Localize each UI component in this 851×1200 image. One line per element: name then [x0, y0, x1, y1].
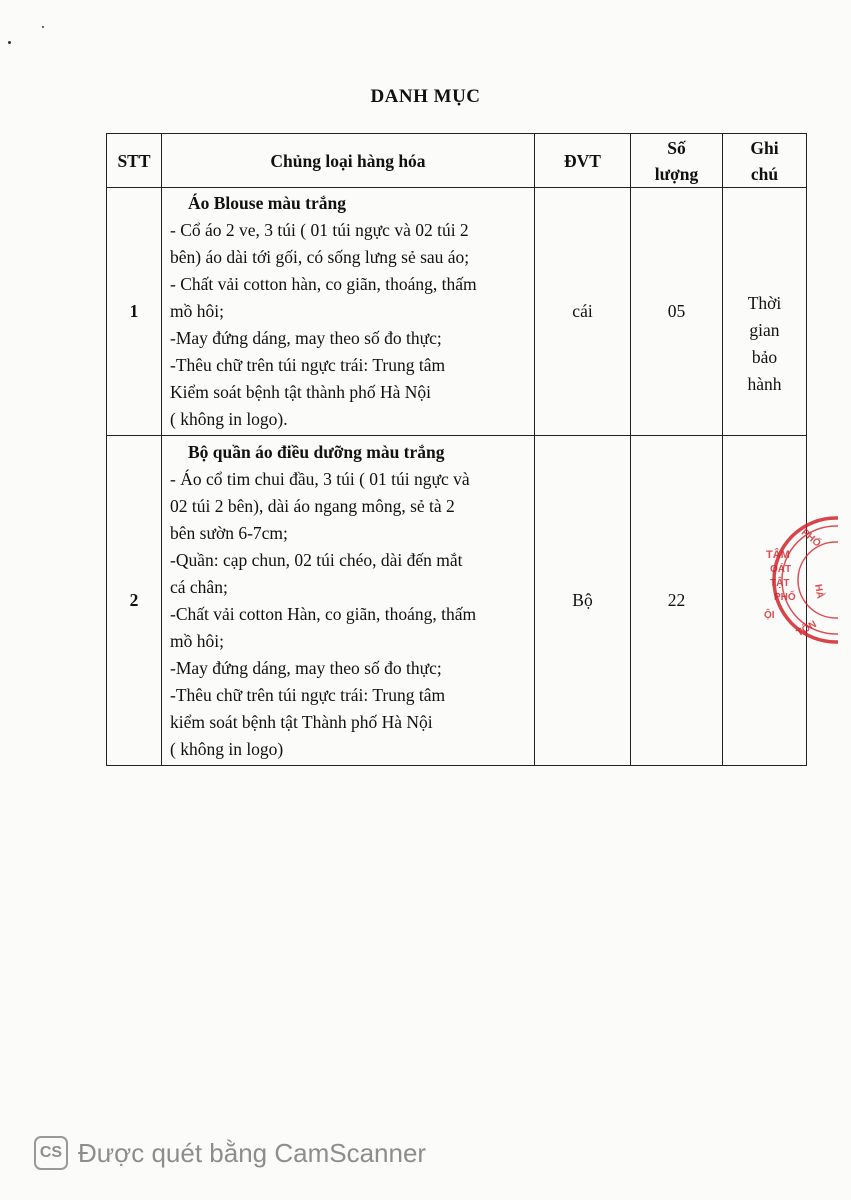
table-row [107, 188, 807, 436]
item-description [162, 188, 535, 436]
header-note [723, 134, 807, 188]
item-name: Bộ quần áo điều dưỡng màu trắng [188, 441, 445, 462]
svg-text:PHỐ: PHỐ [774, 592, 796, 603]
red-seal-stamp [752, 514, 838, 646]
svg-text:PHỐ: PHỐ [798, 527, 823, 550]
item-quantity: 22 [631, 436, 723, 766]
item-note [723, 188, 807, 436]
note-line: hành [747, 374, 782, 394]
description-line: - Áo cổ tim chui đầu, 3 túi ( 01 túi ngực và [170, 468, 470, 489]
description-line: - Chất vải cotton hàn, co giãn, thoáng, thấm [170, 274, 477, 294]
svg-text:TÔN: TÔN [794, 618, 819, 640]
description-line: -May đứng dáng, may theo số đo thực; [170, 328, 442, 348]
description-line: 02 túi 2 bên), dài áo ngang mông, sẻ tà 2 [170, 495, 455, 516]
note-line: gian [749, 320, 780, 340]
header-stt: STT [107, 134, 162, 188]
svg-text:ỘI: ỘI [764, 610, 775, 621]
item-unit: cái [535, 188, 631, 436]
description-line: -Quần: cạp chun, 02 túi chéo, dài đến mắt [170, 549, 463, 570]
header-qty [631, 134, 723, 188]
description-line: kiểm soát bệnh tật Thành phố Hà Nội [170, 711, 433, 732]
goods-table [106, 133, 807, 766]
header-note-line1: Ghi [750, 137, 779, 158]
scanner-caption: Được quét bằng CamScanner [78, 1137, 427, 1168]
table-row [107, 436, 807, 766]
header-note-line2: chú [750, 163, 779, 184]
svg-text:HÀ: HÀ [812, 583, 826, 600]
item-description [162, 436, 535, 766]
description-line: -May đứng dáng, may theo số đo thực; [170, 657, 442, 678]
header-qty-line2: lượng [654, 163, 699, 184]
row-number: 1 [107, 188, 162, 436]
description-line: bên) áo dài tới gối, có sống lưng sẻ sau áo; [170, 247, 470, 267]
document-title: DANH MỤC [370, 86, 481, 107]
row-number: 2 [107, 436, 162, 766]
description-line: - Cổ áo 2 ve, 3 túi ( 01 túi ngực và 02 túi 2 [170, 220, 469, 240]
item-name: Áo Blouse màu trắng [188, 193, 346, 213]
item-quantity: 05 [631, 188, 723, 436]
description-line: bên sườn 6-7cm; [170, 522, 288, 543]
description-line: mồ hôi; [170, 301, 224, 321]
note-line: Thời [747, 293, 782, 313]
description-line: mồ hôi; [170, 630, 224, 651]
description-line: -Thêu chữ trên túi ngực trái: Trung tâm [170, 355, 446, 375]
description-line: Kiểm soát bệnh tật thành phố Hà Nội [170, 382, 431, 402]
camscanner-logo: CS [34, 1136, 68, 1170]
seal-graphic [752, 514, 838, 646]
description-line: ( không in logo) [170, 738, 284, 759]
svg-text:TẬT: TẬT [770, 578, 790, 589]
description-line: -Chất vải cotton Hàn, co giãn, thoáng, thấm [170, 603, 477, 624]
svg-text:TÂM: TÂM [766, 549, 790, 561]
note-line: bảo [751, 347, 778, 367]
scanner-footer [34, 1136, 426, 1170]
header-unit: ĐVT [535, 134, 631, 188]
svg-text:OÁT: OÁT [770, 564, 792, 575]
header-item: Chủng loại hàng hóa [162, 134, 535, 188]
description-line: -Thêu chữ trên túi ngực trái: Trung tâm [170, 684, 446, 705]
table-header-row [107, 134, 807, 188]
description-line: ( không in logo). [170, 409, 288, 429]
description-line: cá chân; [170, 576, 228, 597]
item-unit: Bộ [535, 436, 631, 766]
header-qty-line1: Số [667, 137, 686, 158]
